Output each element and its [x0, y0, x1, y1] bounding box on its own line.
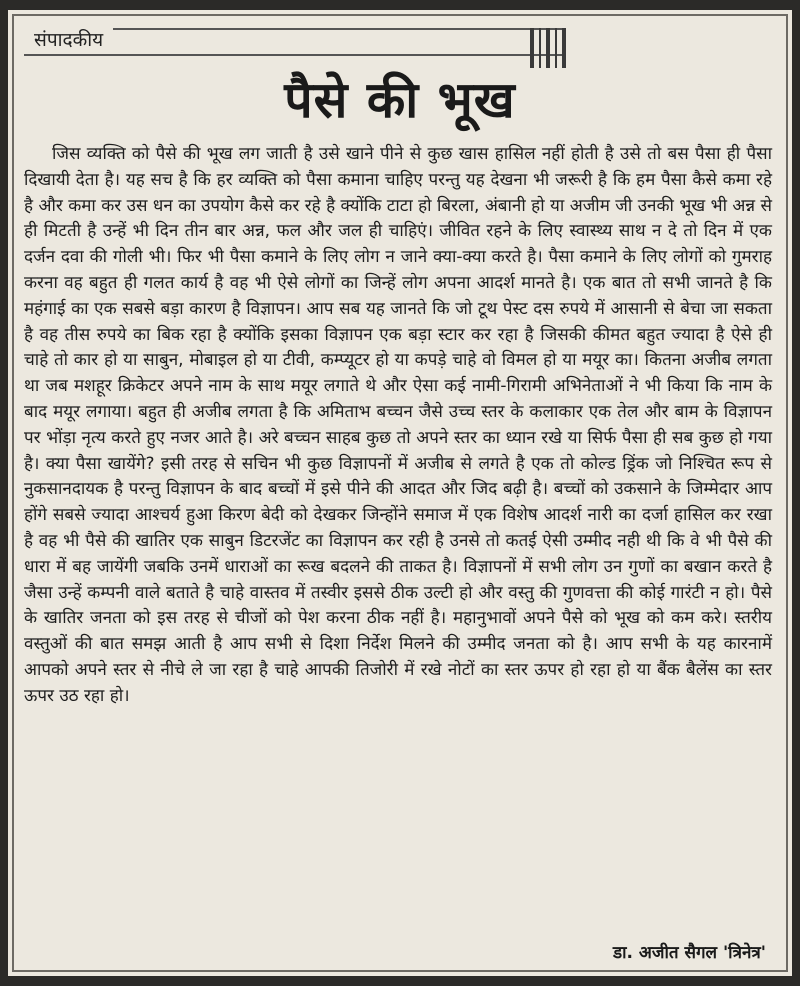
section-label: संपादकीय	[24, 26, 113, 52]
author-byline: डा. अजीत सैगल 'त्रिनेत्र'	[612, 943, 766, 963]
section-header	[24, 22, 564, 56]
headline: पैसे की भूख	[284, 70, 516, 129]
article-paragraph: जिस व्यक्ति को पैसे की भूख लग जाती है उसे खाने पीने से कुछ खास हासिल नहीं होती है उसे तो बस पैसा ही पैसा दिखायी देता है। यह सच है कि हर व्यक्ति को पैसा कमाना चाहिए परन्तु यह देखना भी जरूरी है कि हम पैसा कैसे कमा रहे है और कमा कर उस धन का उपयोग कैसे कर रहे है क्योंकि टाटा हो बिरला, अंबानी हो या अजीम जी उनकी भूख भी अन्न से ही मिटती है उन्हें भी दिन तीन बार अन्न, फल और जल ही चाहिएं। जीवित रहने के लिए स्वास्थ्य साथ न दे तो दिन में एक दर्जन दवा की गोली भी। फिर भी पैसा कमाने के लिए लोग न जाने क्या-क्या करते है। पैसा कमाने के लिए लोगों को गुमराह करना वह बहुत ही गलत कार्य है वह भी ऐसे लोगों का जिन्हें लोग अपना आदर्श मानते है। एक बात तो सभी जानते है कि महंगाई का एक सबसे बड़ा कारण है विज्ञापन। आप सब यह जानते कि जो टूथ पेस्ट दस रुपये में आसानी से बेचा जा सकता है वह तीस रुपये का बिक रहा है क्योंकि इसका विज्ञापन एक बड़ा स्टार कर रहा है जिसकी कीमत बहुत ज्यादा है ऐसे ही चाहे तो कार हो या साबुन, मोबाइल हो या टीवी, कम्प्यूटर हो या कपड़े चाहे वो विमल हो या मयूर का। कितना अजीब लगता था जब मशहूर क्रिकेटर अपने नाम के साथ मयूर लगाते थे और ऐसा कई नामी-गिरामी अभिनेताओं ने भी किया कि नाम के बाद मयूर लगाया। बहुत ही अजीब लगता है कि अमिताभ बच्चन जैसे उच्च स्तर के कलाकार एक तेल और बाम के विज्ञापन पर भोंड़ा नृत्य करते हुए नजर आते है। अरे बच्चन साहब कुछ तो अपने स्तर का ध्यान रखे या सिर्फ पैसा ही सब कुछ हो गया है। क्या पैसा खायेंगे? इसी तरह से सचिन भी कुछ विज्ञापनों में अजीब से लगते है एक तो कोल्ड ड्रिंक जो निश्चित रूप से नुकसानदायक है परन्तु विज्ञापन के बाद बच्चों में इसे पीने की आदत और जिद बढ़ी है। बच्चों को उकसाने के जिम्मेदार आप होंगे सबसे ज्यादा आश्चर्य हुआ किरण बेदी को देखकर जिन्होंने समाज में एक विशेष आदर्श नारी का दर्जा हासिल कर रखा है वह भी पैसे की खातिर एक साबुन डिटरजेंट का विज्ञापन कर रही है उनसे तो कतई ऐसी उम्मीद नही थी कि वे भी पैसे की धारा में बह जायेंगी जबकि उनमें धाराओं का रूख बदलने की ताकत है। विज्ञापनों में सभी लोग उन गुणों का बखान करते है जैसा उन्हें कम्पनी वाले बताते है चाहे वास्तव में तस्वीर इससे ठीक उल्टी हो और वस्तु की गुणवत्ता की कोई गारंटी न हो। पैसे के खातिर जनता को इस तरह से चीजों को पेश करना ठीक नहीं है। महानुभावों अपने पैसे को भूख को कम करे। स्तरीय वस्तुओं की बात समझ आती है आप सभी से दिशा निर्देश मिलने की उम्मीद जनता को है। आप सभी के यह कारनामें आपको अपने स्तर से नीचे ले जा रहा है चाहे आपकी तिजोरी में रखे नोटों का स्तर ऊपर हो रहा हो या बैंक बैलेंस का स्तर ऊपर उठ रहा हो।	[24, 144, 772, 706]
newspaper-clipping	[8, 10, 792, 976]
article-body	[24, 142, 772, 710]
decorative-bars	[530, 28, 566, 68]
